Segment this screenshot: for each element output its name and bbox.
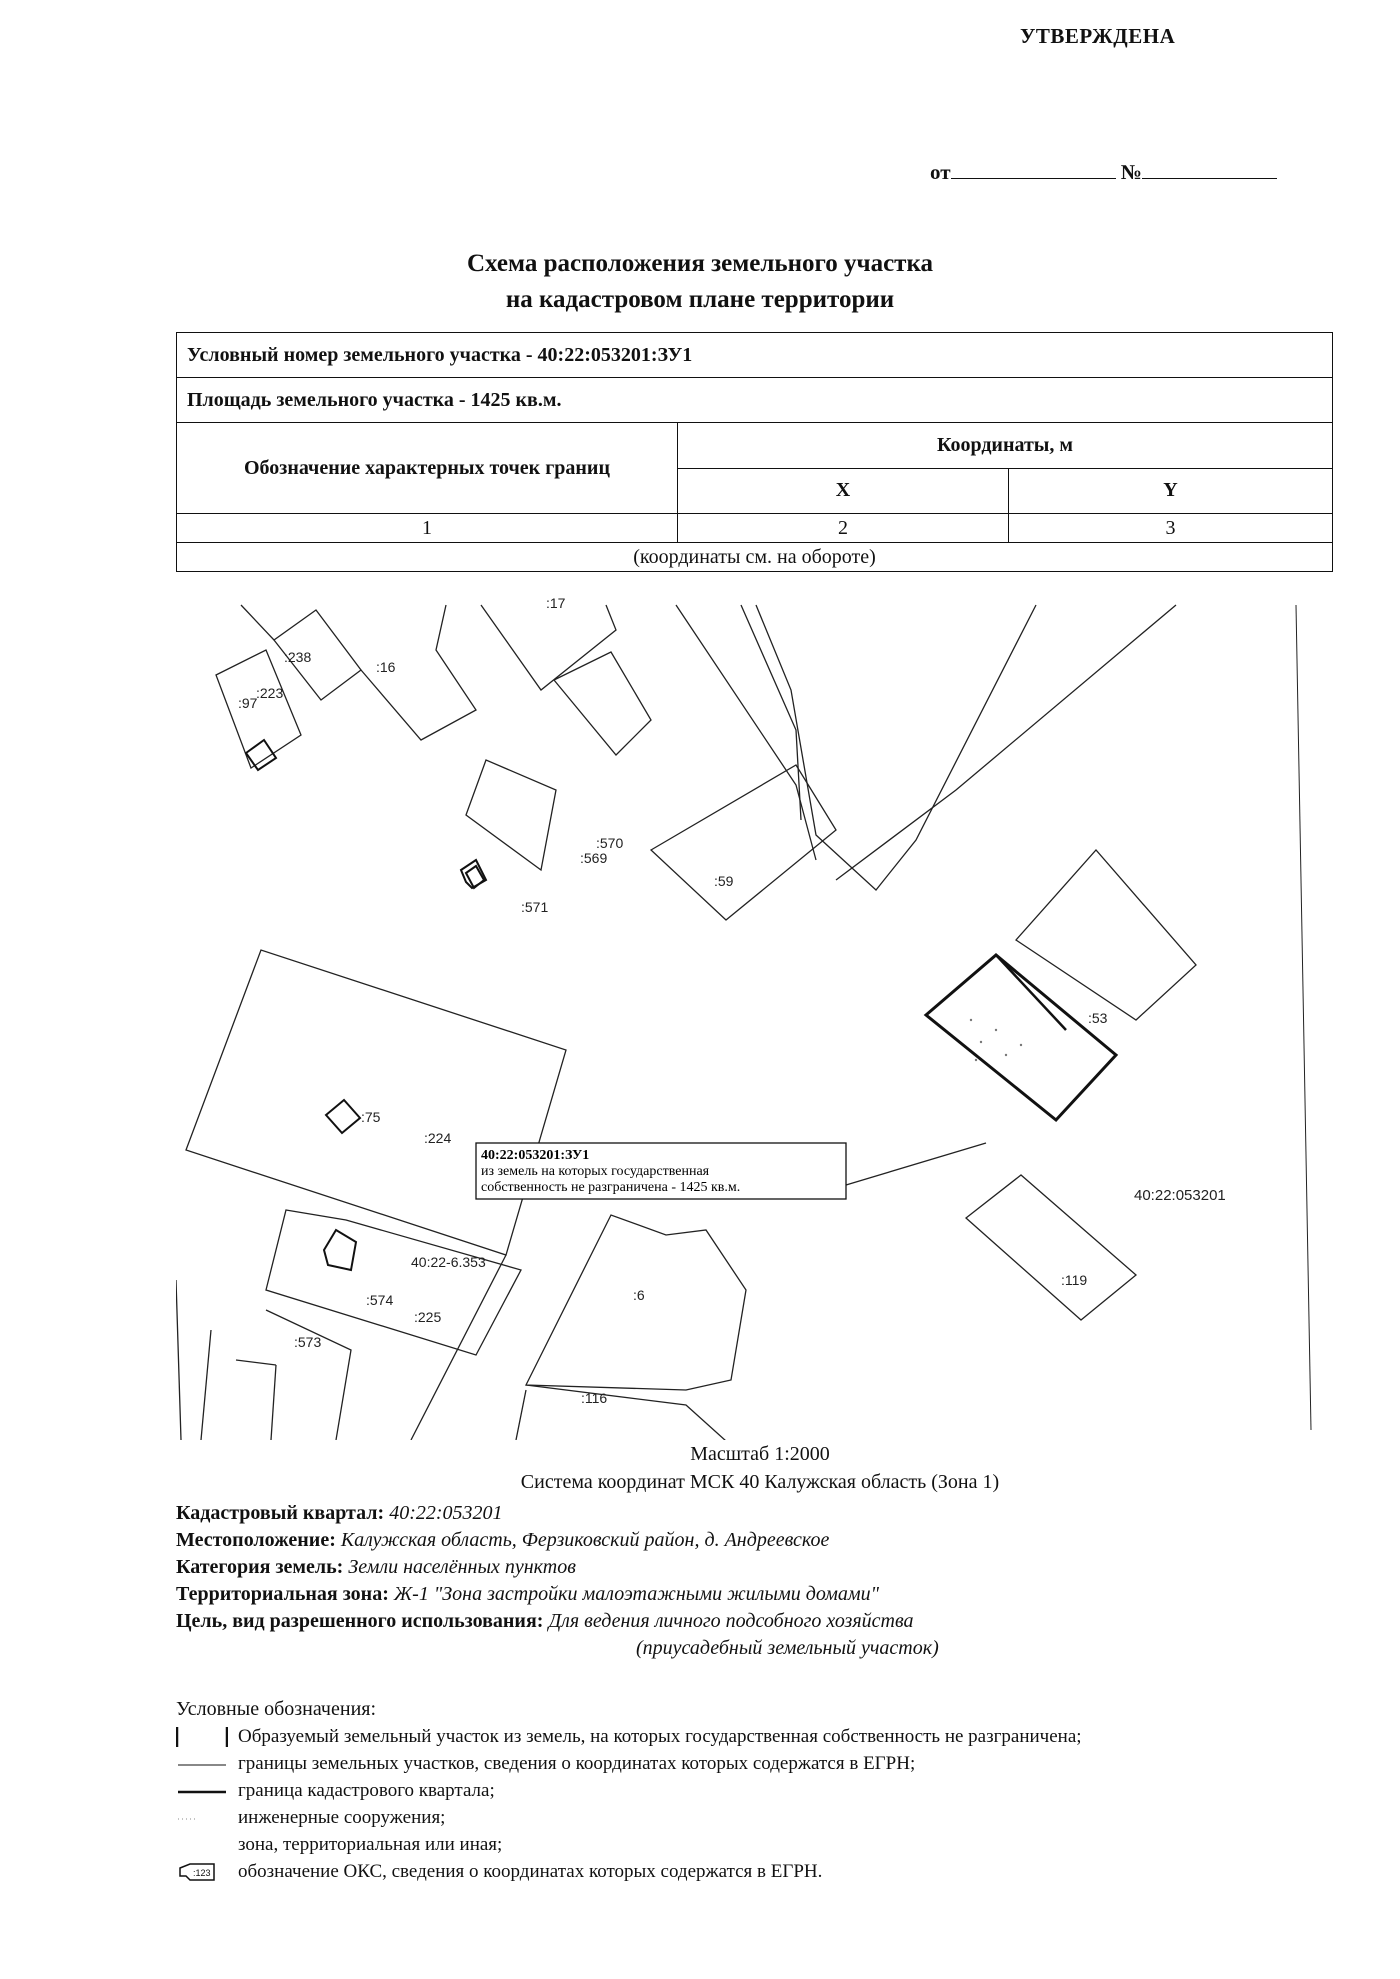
property-label: Категория земель: <box>176 1556 344 1578</box>
label-16: :16 <box>376 659 396 675</box>
parcel-boundary <box>241 605 274 640</box>
callout-line-2: из земель на которых государственная <box>481 1164 710 1179</box>
parcel-116-boundary <box>526 1385 736 1440</box>
property-value: Земли населённых пунктов <box>348 1556 576 1578</box>
road-line <box>836 605 1176 880</box>
parcel-571 <box>466 760 556 870</box>
legend <box>176 1696 1082 1885</box>
legend-text: зона, территориальная или иная; <box>238 1834 503 1855</box>
property-quarter <box>176 1500 939 1527</box>
label-223: :223 <box>256 685 284 701</box>
parcel-boundary <box>266 1310 351 1440</box>
oks-icon-label: :123 <box>193 1868 211 1878</box>
property-use-continued: (приусадебный земельный участок) <box>636 1637 939 1659</box>
parcel-119 <box>966 1175 1136 1320</box>
property-label: Местоположение: <box>176 1529 336 1551</box>
legend-text: граница кадастрового квартала; <box>238 1780 495 1801</box>
oks-224-icon <box>326 1100 360 1133</box>
label-238: :238 <box>284 649 312 665</box>
parcel-97 <box>216 650 301 768</box>
callout-line-1: 40:22:053201:ЗУ1 <box>481 1148 590 1163</box>
date-blank[interactable] <box>951 177 1116 179</box>
formed-parcel-zu1 <box>926 955 1116 1120</box>
parcel-boundary <box>411 1255 506 1440</box>
parcel-116-boundary <box>516 1390 526 1440</box>
col-number-2: 2 <box>678 514 1009 543</box>
thick-line-symbol-icon <box>176 1781 228 1801</box>
document-title <box>0 246 1400 318</box>
property-value: 40:22:053201 <box>389 1502 503 1524</box>
oks-building-symbol-icon <box>176 1862 228 1882</box>
formed-parcel-symbol-icon <box>176 1727 228 1747</box>
area-cell: Площадь земельного участка - 1425 кв.м. <box>177 378 1333 423</box>
col-number-1: 1 <box>177 514 678 543</box>
callout-line-3: собственность не разграничена - 1425 кв.м. <box>481 1180 741 1195</box>
parcel-boundary <box>201 1330 211 1440</box>
x-header: X <box>678 468 1009 514</box>
property-value: Ж-1 "Зона застройки малоэтажными жилыми домами" <box>393 1583 879 1605</box>
thin-line-symbol-icon <box>176 1754 228 1774</box>
property-zone <box>176 1581 939 1608</box>
coords-header: Координаты, м <box>678 423 1333 469</box>
parcel-boundary <box>176 1280 181 1440</box>
label-571: :571 <box>521 899 549 915</box>
coordinate-system: Система координат МСК 40 Калужская область (Зона 1) <box>520 1471 1000 1493</box>
label-570: :570 <box>596 835 624 851</box>
oks-225-icon <box>324 1230 356 1270</box>
parcel-75 <box>186 950 566 1255</box>
legend-text: обозначение ОКС, сведения о координатах которых содержатся в ЕГРН. <box>238 1861 823 1882</box>
legend-item-zone <box>176 1831 1082 1858</box>
parcel-17-boundary <box>481 605 616 690</box>
property-label: Цель, вид разрешенного использования: <box>176 1610 544 1632</box>
property-value: Для ведения личного подсобного хозяйства <box>548 1610 914 1632</box>
legend-item-quarter-boundary <box>176 1777 1082 1804</box>
points-header: Обозначение характерных точек границ <box>177 423 678 514</box>
oks-569-icon <box>461 860 486 888</box>
from-label: от <box>930 160 951 184</box>
title-line-1: Схема расположения земельного участка <box>467 250 933 277</box>
parcel-boundary <box>271 1365 276 1440</box>
quarter-boundary <box>1296 605 1311 1430</box>
property-value: Калужская область, Ферзиковский район, д. Андреевское <box>340 1529 830 1551</box>
number-blank[interactable] <box>1142 177 1277 179</box>
road-line <box>756 605 1036 890</box>
property-use <box>176 1608 939 1635</box>
property-label: Территориальная зона: <box>176 1583 389 1605</box>
legend-item-parcel-boundary <box>176 1750 1082 1777</box>
label-quarter: 40:22:053201 <box>1134 1187 1226 1204</box>
legend-item-engineering <box>176 1804 1082 1831</box>
callout-leader <box>846 1143 986 1185</box>
scale-block <box>0 1440 1400 1496</box>
label-17: :17 <box>546 595 566 611</box>
approved-stamp: УТВЕРЖДЕНА <box>1020 24 1176 48</box>
label-119: :119 <box>1061 1272 1088 1288</box>
legend-text: инженерные сооружения; <box>238 1807 446 1828</box>
label-569: :569 <box>580 850 608 866</box>
label-zone: 40:22-6.353 <box>411 1254 486 1270</box>
parcel-boundary <box>236 1360 276 1365</box>
parcel-properties <box>176 1500 939 1662</box>
road-line <box>676 605 816 860</box>
label-116: :116 <box>581 1390 608 1406</box>
label-53: :53 <box>1088 1010 1108 1026</box>
label-6: :6 <box>633 1287 645 1303</box>
legend-item-oks <box>176 1858 1082 1885</box>
cadastral-map <box>176 590 1336 1440</box>
approval-line <box>930 160 1277 185</box>
legend-item-formed-parcel <box>176 1723 1082 1750</box>
label-97: :97 <box>238 695 258 711</box>
coords-note: (координаты см. на обороте) <box>177 543 1333 572</box>
label-59: :59 <box>714 873 734 889</box>
property-category <box>176 1554 939 1581</box>
label-574: :574 <box>366 1292 394 1308</box>
legend-text: границы земельных участков, сведения о координатах которых содержатся в ЕГРН; <box>238 1753 916 1774</box>
col-number-3: 3 <box>1009 514 1333 543</box>
label-224: :224 <box>424 1130 452 1146</box>
road-line <box>741 605 801 820</box>
scale-text: Масштаб 1:2000 <box>690 1443 830 1465</box>
number-label: № <box>1120 160 1142 184</box>
parcel-info-table <box>176 332 1333 572</box>
label-573: :573 <box>294 1334 322 1350</box>
dotted-line-symbol-icon <box>176 1808 228 1828</box>
y-header: Y <box>1009 468 1333 514</box>
legend-text: Образуемый земельный участок из земель, на которых государственная собственность не разграничена; <box>238 1726 1082 1747</box>
property-location <box>176 1527 939 1554</box>
label-75: :75 <box>361 1109 381 1125</box>
property-label: Кадастровый квартал: <box>176 1502 385 1524</box>
conditional-number-cell: Условный номер земельного участка - 40:22:053201:ЗУ1 <box>177 333 1333 378</box>
label-225: :225 <box>414 1309 442 1325</box>
legend-title: Условные обозначения: <box>176 1698 377 1720</box>
title-line-2: на кадастровом плане территории <box>505 286 895 313</box>
